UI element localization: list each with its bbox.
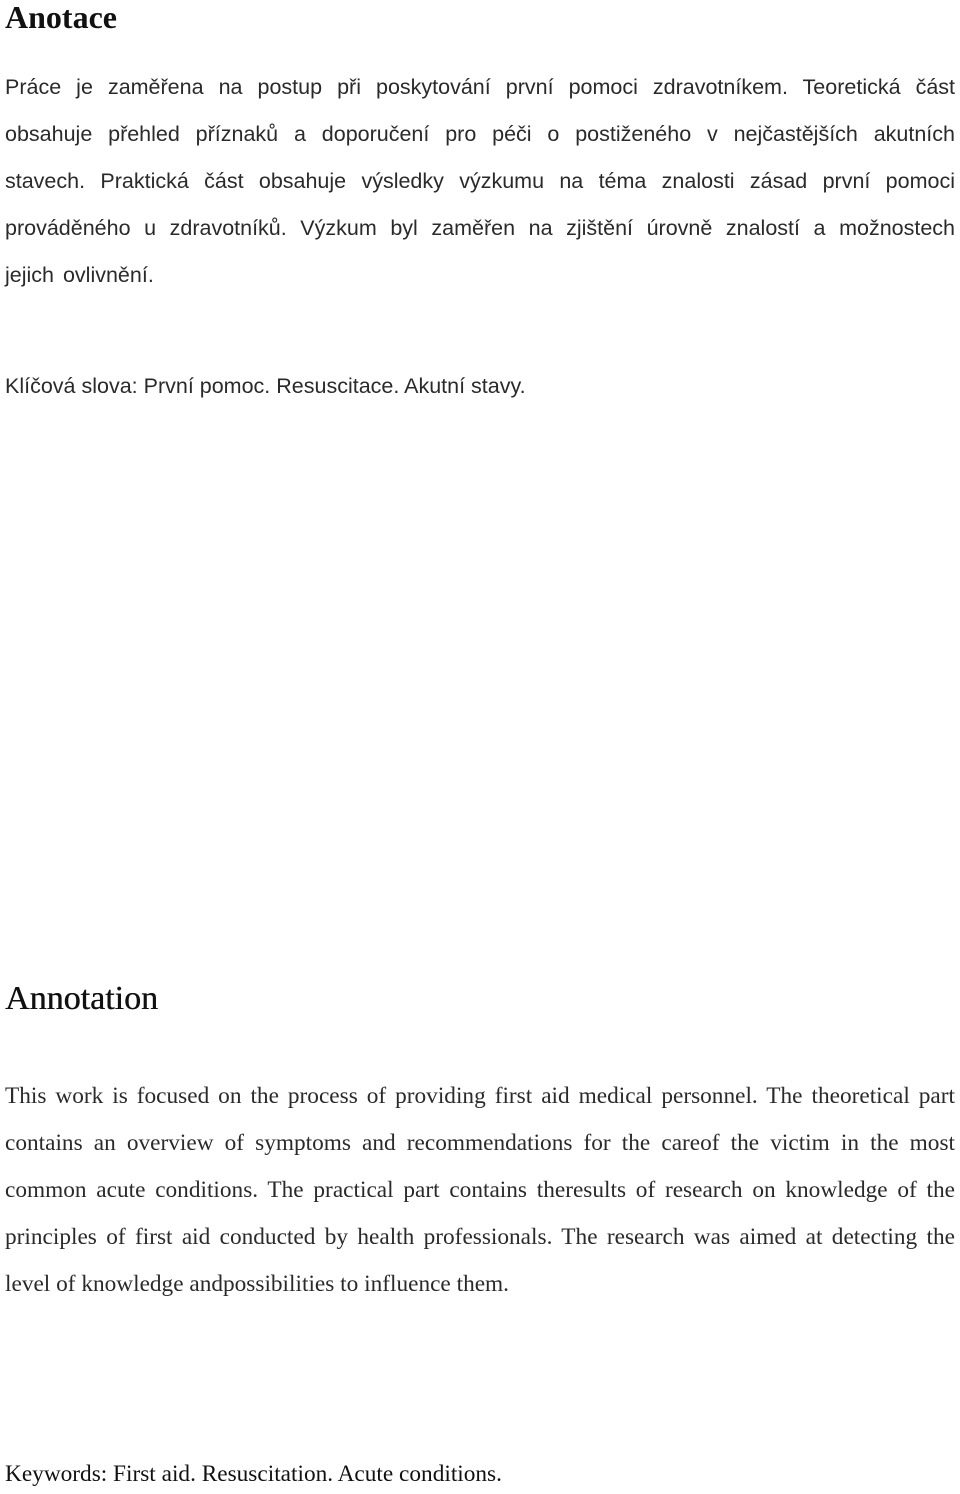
- czech-keywords: Klíčová slova: První pomoc. Resuscitace. Akutní stavy.: [5, 374, 526, 398]
- english-heading: Annotation: [5, 980, 158, 1017]
- english-keywords: Keywords: First aid. Resuscitation. Acute conditions.: [5, 1461, 502, 1487]
- czech-heading: Anotace: [5, 0, 117, 35]
- czech-abstract-paragraph: Práce je zaměřena na postup při poskytování první pomoci zdravotníkem. Teoretická část obsahuje přehled příznaků a doporučení pro péči o postiženého v nejčastějších akutních stavech. Praktická část obsahuje výsledky výzkumu na téma znalosti zásad první pomoci prováděného u zdravotníků. Výzkum byl zaměřen na zjištění úrovně znalostí a možnostech jejich ovlivnění.: [5, 75, 955, 287]
- english-abstract-paragraph: This work is focused on the process of providing first aid medical personnel. The theoretical part contains an overview of symptoms and recommendations for the careof the victim in the most common acute conditions. The practical part contains theresults of research on knowledge of the principles of first aid conducted by health professionals. The research was aimed at detecting the level of knowledge andpossibilities to influence them.: [5, 1083, 955, 1297]
